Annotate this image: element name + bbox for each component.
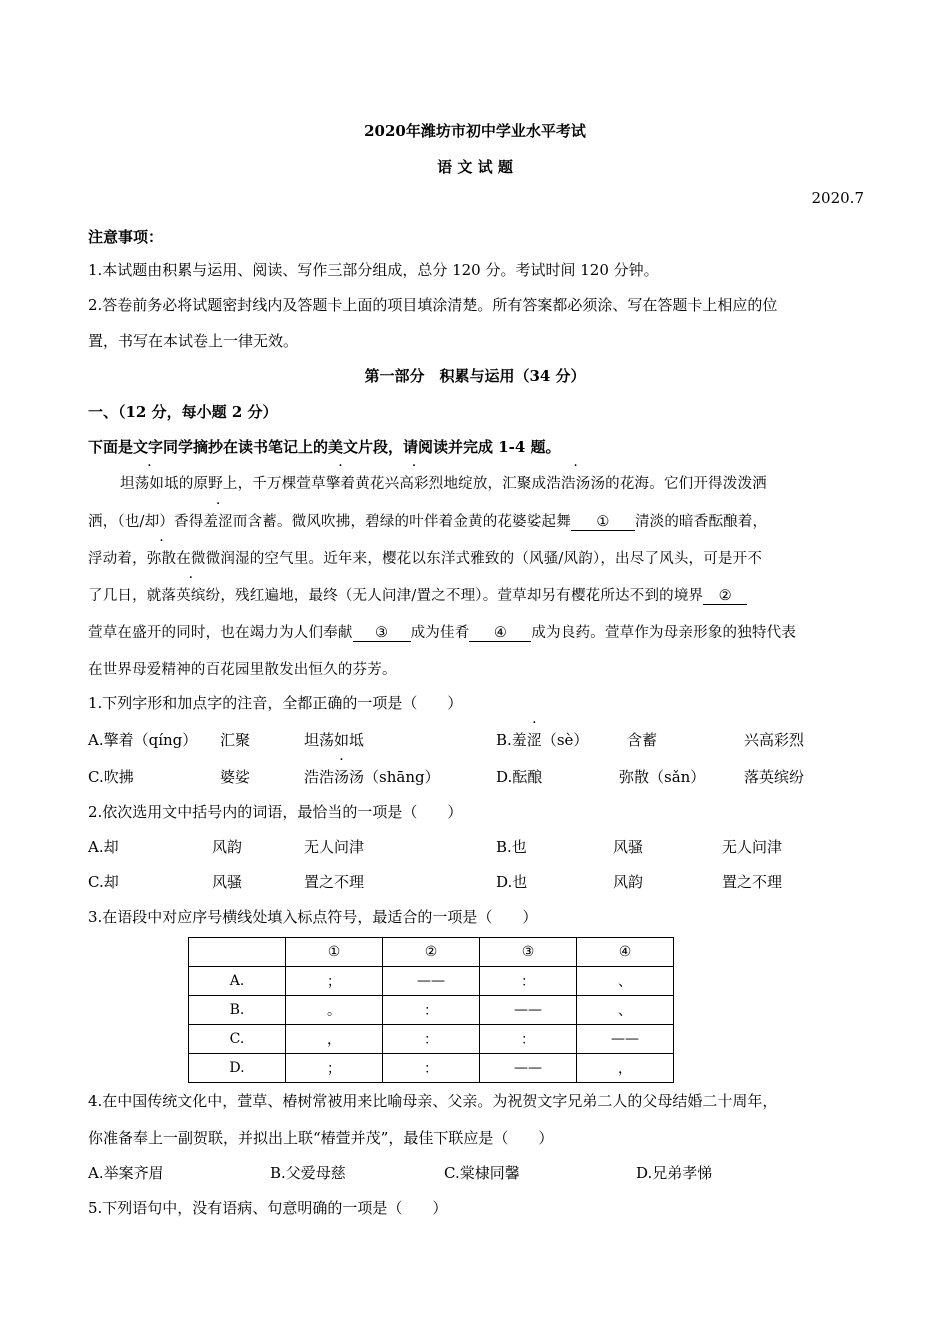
q1-option-c-2: 婆娑: [220, 768, 251, 786]
question-1-stem: 1.下列字形和加点字的注音，全都正确的一项是（ ）: [88, 694, 463, 712]
table-cell: ——: [577, 1025, 674, 1054]
q1-option-b-2: 含蓄: [627, 731, 658, 749]
dotted-text: 兴高彩烈: [384, 476, 444, 492]
dotted-text: 擎着: [325, 476, 356, 492]
table-cell: ①: [286, 938, 383, 967]
passage-instruction: 下面是文字同学摘抄在读书笔记上的美文片段，请阅读并完成 1-4 题。: [88, 438, 561, 456]
table-header-row: [189, 938, 674, 967]
table-cell: B.: [189, 996, 286, 1025]
notice-item-1: 1.本试题由积累与运用、阅读、写作三部分组成，总分 120 分。考试时间 120 分钟。: [88, 261, 659, 279]
dotted-text: 涩: [526, 731, 542, 749]
notice-heading: 注意事项：: [88, 228, 164, 246]
question-4-stem-line-2: 你准备奉上一副贺联，并拟出上联“椿萱并茂”，最佳下联应是（ ）: [88, 1129, 554, 1147]
table-cell: ②: [383, 938, 480, 967]
q1-option-d-2: 弥散（sǎn）: [619, 768, 706, 786]
dotted-text: 汤: [334, 768, 350, 786]
q2-option-d-3: 置之不理: [722, 873, 783, 891]
q1-option-a-3: 坦荡如坻: [304, 731, 365, 749]
q2-option-c-3: 置之不理: [304, 873, 365, 891]
passage-line-5: 萱草在盛开的同时，也在竭力为人们奉献 ③ 成为佳肴 ④ 成为良药。萱草作为母亲形象的独特代表: [88, 625, 797, 641]
q4-option-d: D.兄弟孝悌: [636, 1164, 713, 1182]
dotted-text: 弥散: [146, 551, 177, 567]
passage-line-2: 洒，（也/却）香得羞涩而含蓄。微风吹拂，碧绿的叶伴着金黄的花婆娑起舞 ① 清淡的暗香酝酿着，: [88, 510, 864, 531]
q1-option-c-1: C.吹拂: [88, 768, 134, 786]
q1-option-a-1: A.擎着（qíng）: [88, 731, 198, 749]
table-cell: ——: [480, 996, 577, 1025]
table-cell: ；: [286, 967, 383, 996]
table-cell: ，: [286, 1025, 383, 1054]
q1-option-a-2: 汇聚: [220, 731, 251, 749]
section-one-heading: 一、（12 分，每小题 2 分）: [88, 403, 278, 421]
q2-option-d-2: 风韵: [613, 873, 644, 891]
table-cell: D.: [189, 1054, 286, 1083]
blank-1: ①: [571, 514, 635, 531]
table-cell: ；: [286, 1054, 383, 1083]
table-cell: ——: [480, 1054, 577, 1083]
q2-option-b-3: 无人问津: [722, 838, 783, 856]
dotted-text: 落英缤纷: [161, 588, 221, 604]
blank-4: ④: [469, 625, 531, 642]
part-one-heading: 第一部分 积累与运用（34 分）: [364, 367, 586, 385]
table-cell: 、: [577, 996, 674, 1025]
table-cell: ：: [383, 1054, 480, 1083]
q1-option-b-3: 兴高彩烈: [744, 731, 805, 749]
question-3-stem: 3.在语段中对应序号横线处填入标点符号，最适合的一项是（ ）: [88, 908, 538, 926]
q2-option-d-1: D.也: [496, 873, 528, 891]
table-row: [189, 967, 674, 996]
q4-option-c: C.棠棣同馨: [444, 1164, 520, 1182]
blank-2: ②: [703, 588, 747, 605]
exam-date: 2020.7: [811, 189, 864, 207]
table-cell: C.: [189, 1025, 286, 1054]
table-cell: ，: [577, 1054, 674, 1083]
table-cell: [189, 938, 286, 967]
passage-line-1: 坦荡如坻的原野上，千万棵萱草擎着黄花兴高彩烈地绽放，汇聚成浩浩汤汤的花海。它们开得泼泼洒: [120, 472, 896, 493]
punctuation-table: [188, 937, 674, 1083]
subject-title: 语 文 试 题: [437, 158, 513, 176]
table-cell: ：: [383, 996, 480, 1025]
exam-title: 2020年潍坊市初中学业水平考试: [364, 122, 586, 140]
q2-option-a-1: A.却: [88, 838, 119, 856]
table-cell: ④: [577, 938, 674, 967]
table-row: [189, 996, 674, 1025]
passage-line-4: 了几日，就落英缤纷，残红遍地，最终（无人问津/置之不理）。萱草却另有樱花所达不到的境界 ②: [88, 584, 864, 605]
q4-option-b: B.父爱母慈: [270, 1164, 346, 1182]
table-cell: ③: [480, 938, 577, 967]
q2-option-b-2: 风骚: [613, 838, 644, 856]
table-cell: ：: [480, 967, 577, 996]
q2-option-b-1: B.也: [496, 838, 527, 856]
q2-option-c-2: 风骚: [212, 873, 243, 891]
table-cell: 。: [286, 996, 383, 1025]
q1-option-c-3: 浩浩汤汤（shāng）: [304, 768, 440, 786]
question-4-stem-line-1: 4.在中国传统文化中，萱草、椿树常被用来比喻母亲、父亲。为祝贺文字兄弟二人的父母结婚二十周年，: [88, 1092, 778, 1110]
q2-option-a-2: 风韵: [212, 838, 243, 856]
table-cell: ：: [480, 1025, 577, 1054]
table-cell: ：: [383, 1025, 480, 1054]
notice-item-2-line-1: 2.答卷前务必将试题密封线内及答题卡上面的项目填涂清楚。所有答案都必须涂、写在答题卡上相应的位: [88, 296, 778, 314]
dotted-text: 羞涩: [203, 514, 233, 530]
question-2-stem: 2.依次选用文中括号内的词语，最恰当的一项是（ ）: [88, 803, 463, 821]
q1-option-d-1: D.酝酿: [496, 768, 543, 786]
blank-3: ③: [353, 625, 411, 642]
table-cell: ——: [383, 967, 480, 996]
q1-option-d-3: 落英缤纷: [744, 768, 805, 786]
question-5-stem: 5.下列语句中，没有语病、句意明确的一项是（ ）: [88, 1199, 448, 1217]
passage-line-6: 在世界母爱精神的百花园里散发出恒久的芬芳。: [88, 662, 397, 678]
q2-option-a-3: 无人问津: [304, 838, 365, 856]
q1-option-b-1: B.羞涩（sè）: [496, 731, 589, 749]
dotted-text: 坦荡如坻: [120, 476, 179, 492]
table-cell: 、: [577, 967, 674, 996]
notice-item-2-line-2: 置，书写在本试卷上一律无效。: [88, 332, 299, 350]
q4-option-a: A.举案齐眉: [88, 1164, 164, 1182]
dotted-text: 浩浩汤汤: [546, 476, 606, 492]
table-row: [189, 1054, 674, 1083]
q2-option-c-1: C.却: [88, 873, 119, 891]
table-cell: A.: [189, 967, 286, 996]
table-row: [189, 1025, 674, 1054]
passage-line-3: 浮动着，弥散在微微润湿的空气里。近年来，樱花以东洋式雅致的（风骚/风韵），出尽了风头，可是开不: [88, 547, 864, 568]
